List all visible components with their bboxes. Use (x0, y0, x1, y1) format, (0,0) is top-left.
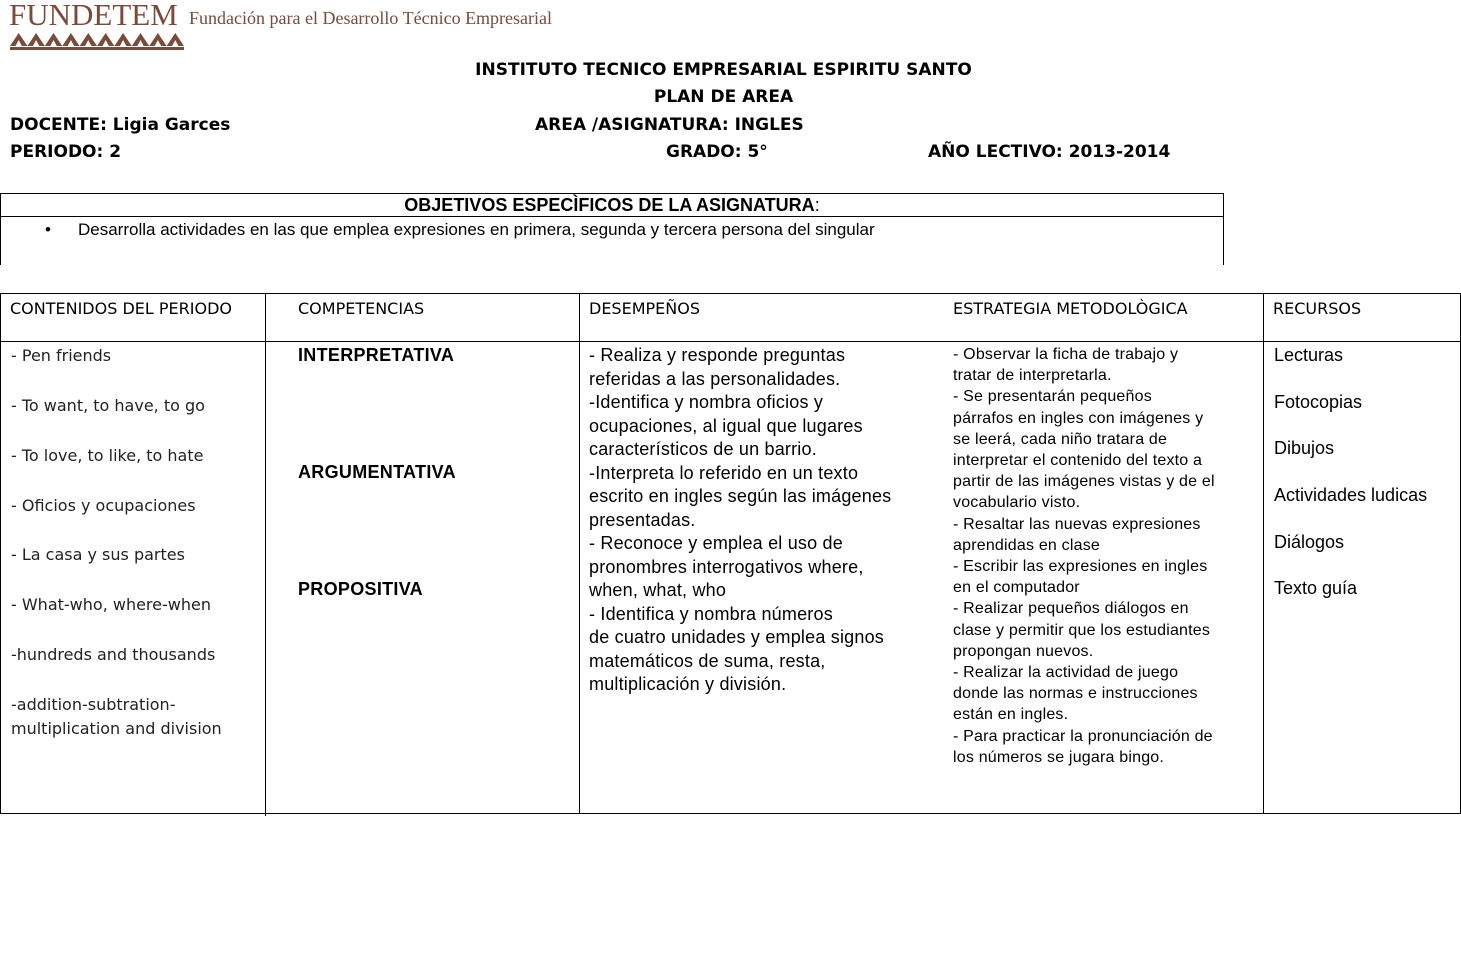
text-line: presentadas. (589, 509, 696, 530)
text-line: - Realizar la actividad de juego (953, 664, 1179, 682)
text-line: - Observar la ficha de trabajo y (953, 346, 1179, 363)
header-competencias: COMPETENCIAS (298, 299, 425, 318)
column-divider (1263, 294, 1264, 813)
list-item: - To want, to have, to go (11, 396, 205, 415)
header-recursos: RECURSOS (1273, 299, 1362, 318)
list-item: Texto guía (1274, 578, 1358, 599)
header-desempenos: DESEMPEÑOS (589, 299, 700, 318)
area-label: AREA /ASIGNATURA: INGLES (535, 115, 804, 135)
logo-wordmark: FUNDETEM (9, 0, 178, 32)
text-line: ocupaciones, al igual que lugares (589, 415, 863, 436)
text-line: interpretar el contenido del texto a (953, 452, 1203, 470)
logo-triangle (132, 33, 149, 46)
logo-pattern-icon (10, 30, 184, 50)
objectives-title-colon: : (814, 195, 820, 215)
list-item: Diálogos (1274, 531, 1345, 552)
text-line: - Escribir las expresiones en ingles (953, 558, 1208, 576)
competencia-item: INTERPRETATIVA (298, 345, 455, 365)
list-item: Actividades ludicas (1274, 485, 1428, 506)
text-line: matemáticos de suma, resta, (589, 650, 826, 671)
text-line: - Reconoce y emplea el uso de (589, 533, 843, 553)
text-line: partir de las imágenes vistas y de el (953, 473, 1215, 491)
header-divider (1, 341, 1460, 342)
text-line: - Resaltar las nuevas expresiones (953, 515, 1201, 533)
text-line: párrafos en ingles con imágenes y (953, 409, 1204, 427)
text-line: los números se jugara bingo. (953, 748, 1165, 766)
logo-triangle (62, 33, 79, 46)
logo-triangle (45, 33, 62, 46)
logo-triangle (167, 33, 184, 46)
text-line: -Identifica y nombra oficios y (589, 392, 824, 412)
list-item: Fotocopias (1274, 391, 1363, 412)
list-item: -hundreds and thousands (11, 645, 216, 664)
list-item: - To love, to like, to hate (11, 446, 204, 465)
logo-triangle (10, 33, 27, 46)
list-item: - Oficios y ocupaciones (11, 496, 196, 515)
logo-triangle (97, 33, 114, 46)
list-item: Dibujos (1274, 438, 1335, 459)
text-line: en el computador (953, 579, 1080, 597)
header-contenidos: CONTENIDOS DEL PERIODO (10, 299, 232, 318)
column-divider (265, 294, 266, 816)
competencia-item: ARGUMENTATIVA (298, 462, 456, 482)
text-line: - Se presentarán pequeños (953, 388, 1152, 406)
objectives-title (1, 194, 1223, 217)
logo-triangle (27, 33, 44, 46)
plan-title: PLAN DE AREA (653, 87, 794, 107)
text-line: aprendidas en clase (953, 536, 1101, 554)
plan-table (0, 293, 1461, 814)
periodo-label: PERIODO: 2 (10, 142, 122, 162)
text-line: referidas a las personalidades. (589, 368, 841, 389)
text-line: pronombres interrogativos where, (589, 556, 864, 577)
text-line: -Interpreta lo referido en un texto (589, 462, 859, 483)
list-item: Lecturas (1274, 345, 1344, 365)
objectives-title-text: OBJETIVOS ESPECÌFICOS DE LA ASIGNATURA (404, 195, 815, 215)
objectives-box (0, 193, 1224, 265)
text-line: vocabulario visto. (953, 494, 1081, 512)
text-line: escrito en ingles según las imágenes (589, 486, 892, 506)
institution-title: INSTITUTO TECNICO EMPRESARIAL ESPIRITU SANTO (475, 60, 972, 80)
text-line: propongan nuevos. (953, 642, 1094, 660)
list-item: multiplication and division (11, 719, 222, 738)
recursos-list (1274, 344, 1427, 624)
header-estrategia: ESTRATEGIA METODOLÒGICA (953, 299, 1188, 318)
text-line: - Realiza y responde preguntas (589, 345, 846, 365)
text-line: multiplicación y división. (589, 674, 787, 694)
list-item: - Pen friends (11, 346, 112, 365)
text-line: se leerá, cada niño tratara de (953, 430, 1168, 448)
docente-label: DOCENTE: Ligia Garces (10, 115, 231, 135)
contenidos-list (11, 344, 222, 741)
text-line: when, what, who (589, 580, 727, 600)
text-line: están en ingles. (953, 706, 1069, 724)
logo-triangle (80, 33, 97, 46)
ano-lectivo-label: AÑO LECTIVO: 2013-2014 (928, 142, 1171, 162)
competencia-item: PROPOSITIVA (298, 579, 423, 599)
list-item: - What-who, where-when (11, 595, 211, 614)
estrategia-text (953, 344, 1258, 768)
logo-triangle (114, 33, 131, 46)
logo-triangle (149, 33, 166, 46)
text-line: - Para practicar la pronunciación de (953, 727, 1213, 745)
text-line: de cuatro unidades y emplea signos (589, 627, 884, 647)
column-divider (579, 294, 580, 813)
logo-tagline: Fundación para el Desarrollo Técnico Empresarial (189, 8, 553, 28)
text-line: - Realizar pequeños diálogos en (953, 600, 1189, 618)
text-line: característicos de un barrio. (589, 439, 817, 459)
objective-item: Desarrolla actividades en las que emplea expresiones en primera, segunda y tercera persona del singular (78, 220, 875, 239)
desempenos-text (589, 344, 934, 697)
text-line: tratar de interpretarla. (953, 367, 1112, 385)
grado-label: GRADO: 5° (666, 142, 768, 162)
text-line: clase y permitir que los estudiantes (953, 621, 1211, 639)
list-item: - La casa y sus partes (11, 545, 185, 564)
text-line: - Identifica y nombra números (589, 603, 833, 624)
bullet-icon: • (45, 220, 51, 239)
text-line: donde las normas e instrucciones (953, 685, 1198, 703)
list-item: -addition-subtration- (11, 695, 176, 714)
